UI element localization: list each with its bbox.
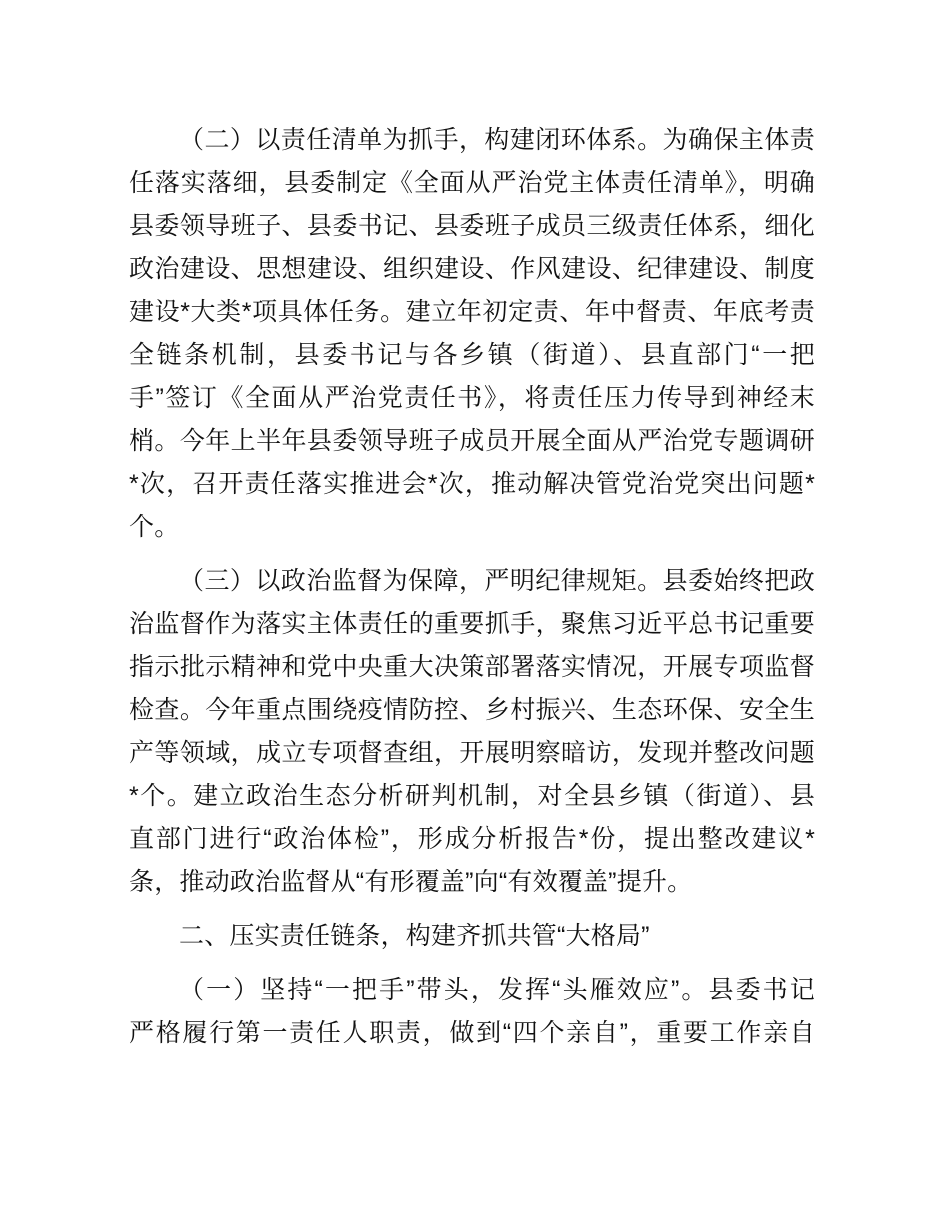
text-line: *次，召开责任落实推进会*次，推动解决管党治党突出问题* [129,470,815,498]
text-line: 检查。今年重点围绕疫情防控、乡村振兴、生态环保、安全生 [129,696,815,724]
text-line: 梢。今年上半年县委领导班子成员开展全面从严治党专题调研 [129,427,815,455]
text-line: 二、压实责任链条，构建齐抓共管“大格局” [179,922,650,950]
text-line: *个。建立政治生态分析研判机制，对全县乡镇（街道）、县 [129,782,815,810]
text-line: （一）坚持“一把手”带头，发挥“头雁效应”。县委书记 [179,976,815,1004]
paragraph-political-supervision [129,560,815,904]
paragraph-first-leader [129,969,815,1055]
text-line: 指示批示精神和党中央重大决策部署落实情况，开展专项监督 [129,653,815,681]
text-line: 建设*大类*项具体任务。建立年初定责、年中督责、年底考责 [129,298,815,326]
text-line: 产等领域，成立专项督查组，开展明察暗访，发现并整改问题 [129,739,815,767]
text-line: （二）以责任清单为抓手，构建闭环体系。为确保主体责 [179,126,815,154]
text-line: 直部门进行“政治体检”，形成分析报告*份，提出整改建议* [129,825,815,853]
text-line: 手”签订《全面从严治党责任书》，将责任压力传导到神经末 [129,384,815,412]
text-line: 治监督作为落实主体责任的重要抓手，聚焦习近平总书记重要 [129,610,815,638]
text-line: 条，推动政治监督从“有形覆盖”向“有效覆盖”提升。 [129,868,693,896]
heading-section-two [129,915,815,958]
text-line: 严格履行第一责任人职责，做到“四个亲自”，重要工作亲自 [129,1019,815,1047]
text-line: 全链条机制，县委书记与各乡镇（街道）、县直部门“一把 [129,341,815,369]
text-line: （三）以政治监督为保障，严明纪律规矩。县委始终把政 [179,567,815,595]
text-line: 政治建设、思想建设、组织建设、作风建设、纪律建设、制度 [129,255,815,283]
text-line: 任落实落细，县委制定《全面从严治党主体责任清单》，明确 [129,169,815,197]
paragraph-responsibility-list [129,119,815,549]
document-body [129,119,815,1066]
text-line: 个。 [129,513,180,541]
text-line: 县委领导班子、县委书记、县委班子成员三级责任体系，细化 [129,212,815,240]
